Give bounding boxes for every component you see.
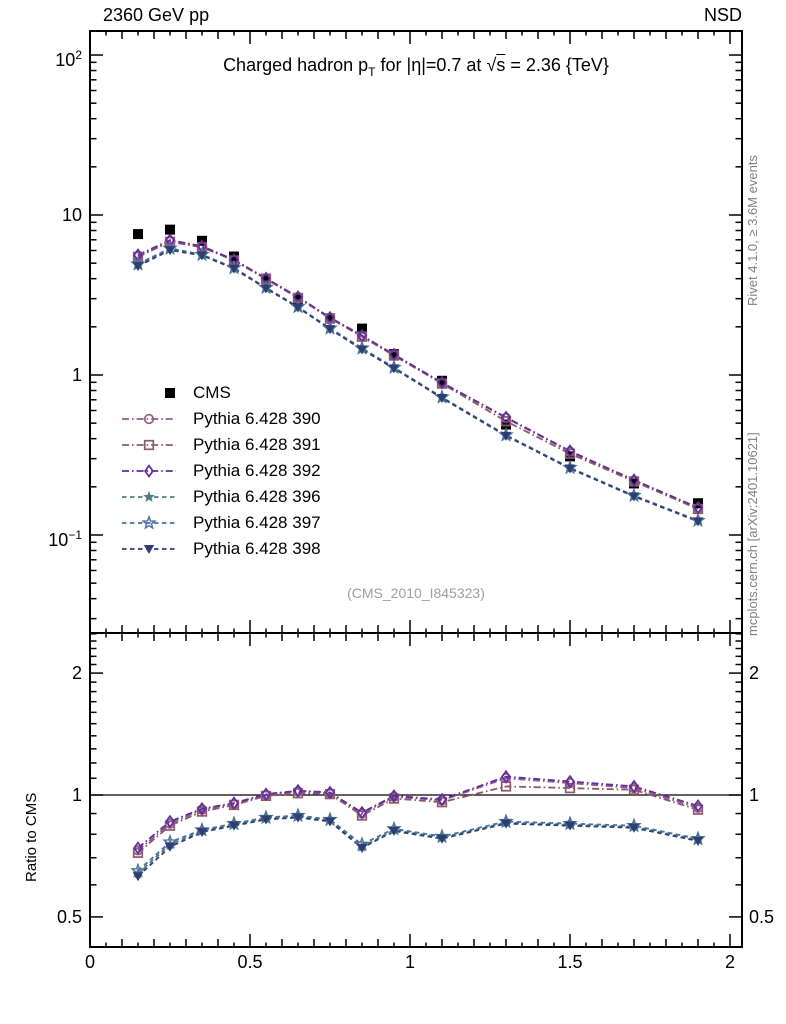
beam-energy-label: 2360 GeV pp <box>103 5 210 25</box>
legend-label: CMS <box>193 383 231 402</box>
legend-label: Pythia 6.428 391 <box>193 435 321 454</box>
x-tick-label: 0.5 <box>237 952 263 972</box>
ratio-y-axis-label: Ratio to CMS <box>23 792 40 882</box>
ratio-y-tick-label-right: 1 <box>749 785 760 805</box>
title-text: Charged hadron p <box>223 55 369 75</box>
legend-item-cms <box>120 381 231 405</box>
legend-item-pythia-6-428-391 <box>120 433 321 457</box>
title-subscript: T <box>368 65 376 79</box>
mcplots-arxiv-note: mcplots.cern.ch [arXiv:2401.10621] <box>745 432 760 636</box>
legend-label: Pythia 6.428 397 <box>193 513 321 532</box>
sqrt-symbol: √ <box>486 55 497 75</box>
legend-label: Pythia 6.428 390 <box>193 409 321 428</box>
legend-marker-icon <box>120 383 182 403</box>
main-y-tick-label: 1 <box>71 364 82 385</box>
ratio-y-tick-label-left: 1 <box>71 785 82 805</box>
legend-item-pythia-6-428-392 <box>120 459 321 483</box>
ratio-y-tick-label-right: 0.5 <box>749 906 775 927</box>
x-tick-label: 1 <box>404 952 415 972</box>
main-y-tick-label: 10 <box>61 205 82 225</box>
ratio-y-tick-label-left: 0.5 <box>56 906 82 927</box>
x-tick-label: 2 <box>724 952 735 972</box>
legend-marker-icon <box>120 487 182 507</box>
title-text: = 2.36 {TeV} <box>505 55 609 75</box>
analysis-id-watermark: (CMS_2010_I845323) <box>347 585 485 601</box>
legend-marker-icon <box>120 513 182 533</box>
event-class-label: NSD <box>703 5 742 25</box>
legend-label: Pythia 6.428 396 <box>193 487 321 506</box>
legend-item-pythia-6-428-390 <box>120 407 321 431</box>
legend-item-pythia-6-428-397 <box>120 511 321 535</box>
x-tick-label: 1.5 <box>557 952 583 972</box>
plot-title <box>90 55 742 79</box>
legend-marker-icon <box>120 435 182 455</box>
rivet-version-note: Rivet 4.1.0, ≥ 3.6M events <box>745 155 760 306</box>
x-tick-label: 0 <box>84 952 95 972</box>
legend-marker-icon <box>120 461 182 481</box>
legend-item-pythia-6-428-398 <box>120 537 321 561</box>
legend-label: Pythia 6.428 398 <box>193 539 321 558</box>
main-y-tick-label: $10^2$ <box>55 48 82 71</box>
sqrt-s: s <box>496 55 506 75</box>
legend-marker-icon <box>120 539 182 559</box>
ratio-y-tick-label-right: 2 <box>749 663 760 684</box>
title-text: for |η|=0.7 at <box>375 55 487 75</box>
main-y-tick-label: $10^{-1}$ <box>48 527 82 550</box>
ratio-y-tick-label-left: 2 <box>71 663 82 684</box>
legend-marker-icon <box>120 409 182 429</box>
legend-label: Pythia 6.428 392 <box>193 461 321 480</box>
legend-item-pythia-6-428-396 <box>120 485 321 509</box>
